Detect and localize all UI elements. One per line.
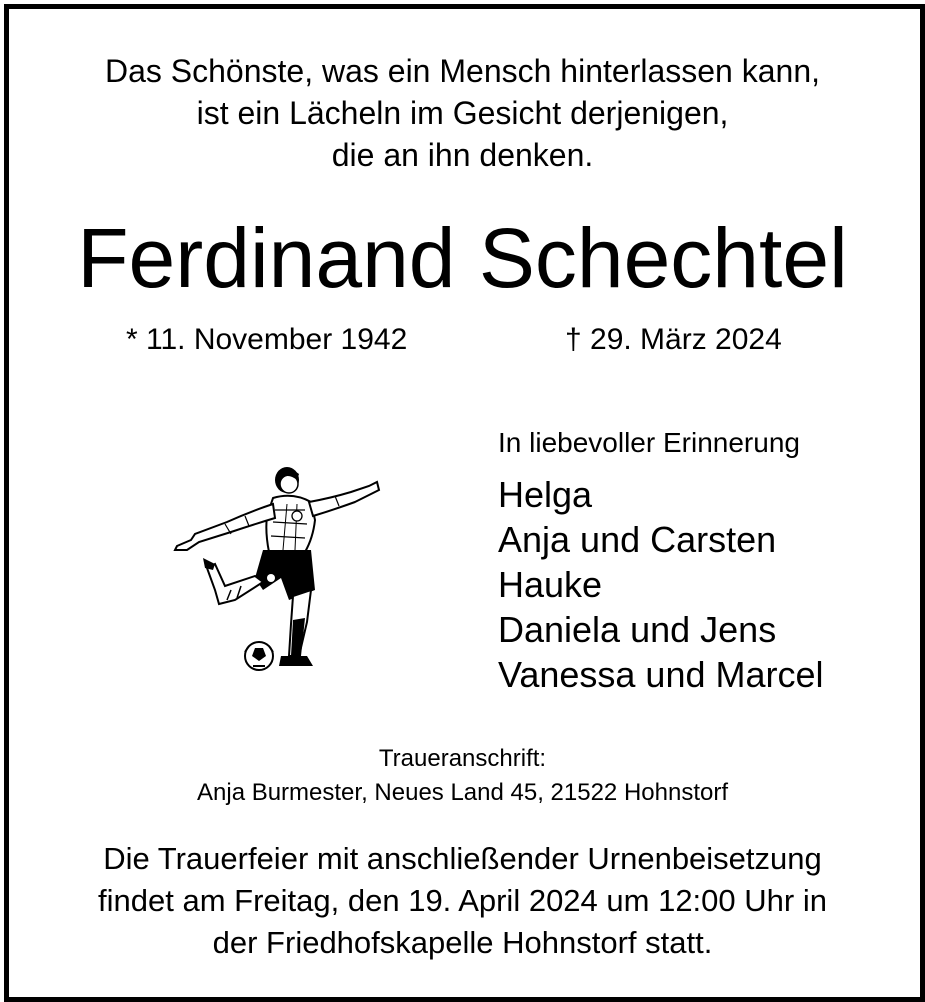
mourner-name: Hauke: [498, 564, 603, 605]
address-line: Anja Burmester, Neues Land 45, 21522 Hohnstorf: [197, 779, 728, 806]
quote-line: Das Schönste, was ein Mensch hinterlassen kann,: [104, 53, 821, 89]
mourning-address: [0, 742, 925, 810]
memorial-quote: [0, 50, 925, 176]
memory-intro: In liebevoller Erinnerung: [498, 427, 800, 458]
ceremony-line: findet am Freitag, den 19. April 2024 um 12:00 Uhr in: [98, 883, 827, 918]
quote-line: ist ein Lächeln im Gesicht derjenigen,: [196, 95, 729, 131]
death-date: † 29. März 2024: [565, 323, 782, 356]
mourner-name: Vanessa und Marcel: [498, 654, 824, 695]
address-label: Traueranschrift:: [378, 745, 547, 772]
birth-date: * 11. November 1942: [126, 323, 408, 356]
mourner-name: Daniela und Jens: [498, 609, 777, 650]
ceremony-line: der Friedhofskapelle Hohnstorf statt.: [212, 925, 713, 960]
ceremony-line: Die Trauerfeier mit anschließender Urnenbeisetzung: [103, 841, 822, 876]
mourner-name: Anja und Carsten: [498, 519, 777, 560]
quote-line: die an ihn denken.: [331, 137, 594, 173]
ceremony-notice: [0, 838, 925, 964]
mourner-list: [498, 472, 824, 697]
mourner-name: Helga: [498, 474, 593, 515]
deceased-name: Ferdinand Schechtel: [77, 211, 848, 305]
football-player-kicking-ball-icon: [165, 460, 385, 680]
